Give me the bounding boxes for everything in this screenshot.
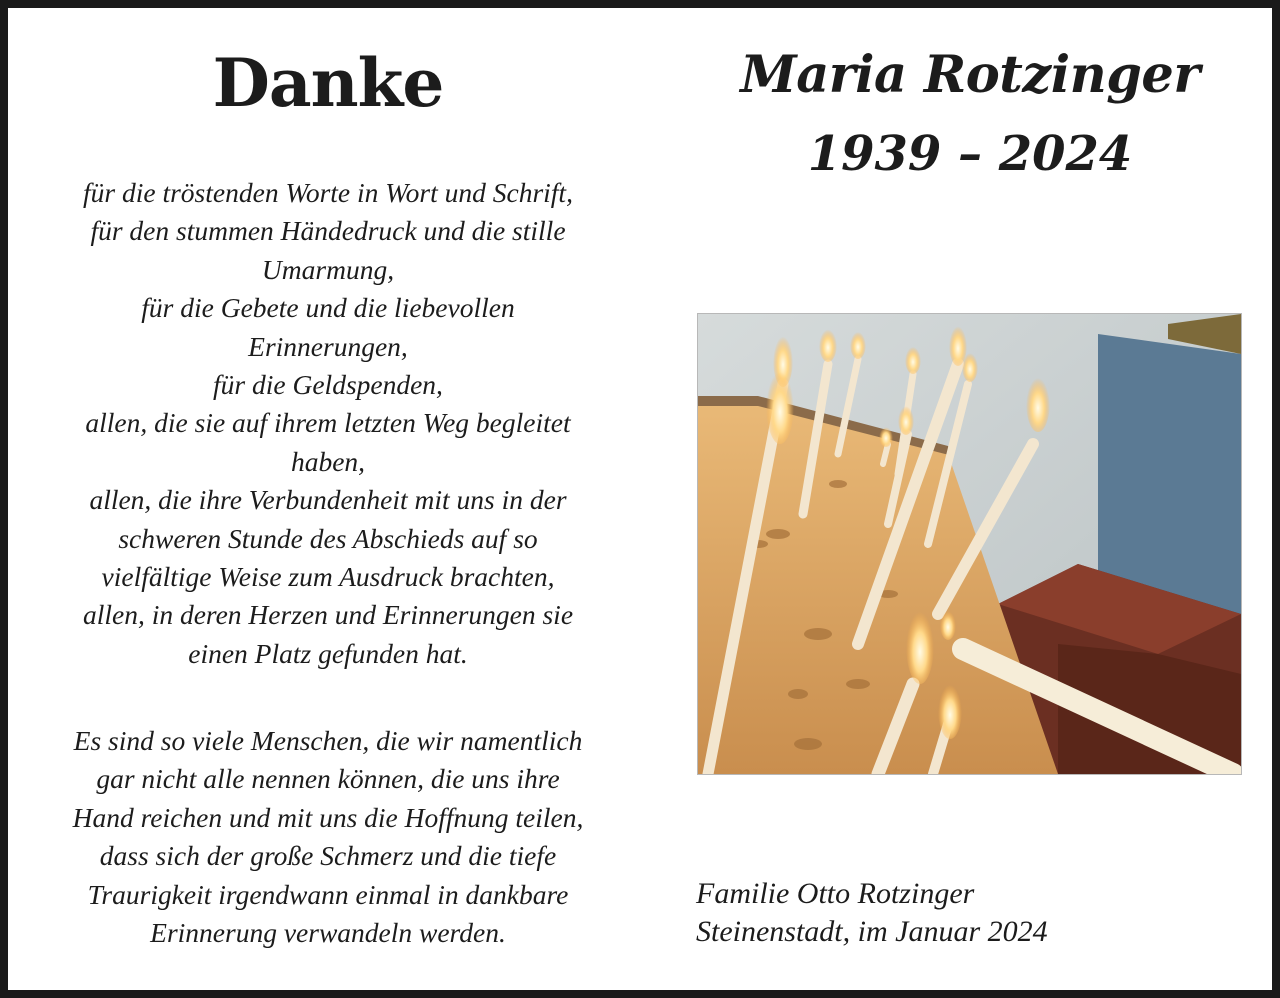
text-line: allen, in deren Herzen und Erinnerungen sie bbox=[82, 599, 574, 631]
obituary-card bbox=[8, 8, 1272, 990]
text-line: allen, die ihre Verbundenheit mit uns in der bbox=[89, 484, 567, 516]
text-line: Es sind so viele Menschen, die wir namentlich bbox=[73, 725, 583, 756]
text-line: Traurigkeit irgendwann einmal in dankbare bbox=[87, 878, 569, 910]
text-line: dass sich der große Schmerz und die tiefe bbox=[99, 840, 557, 872]
thanks-paragraph-1 bbox=[20, 174, 636, 673]
text-line: Umarmung, bbox=[261, 253, 395, 285]
text-line: einen Platz gefunden hat. bbox=[188, 637, 468, 669]
thanks-column bbox=[20, 8, 636, 990]
text-line: haben, bbox=[290, 445, 366, 477]
thanks-paragraph-2 bbox=[20, 722, 636, 952]
candles-photo bbox=[697, 313, 1242, 775]
text-line: für die Geldspenden, bbox=[213, 369, 443, 401]
text-line: gar nicht alle nennen können, die uns ihre bbox=[96, 763, 560, 795]
text-line: Hand reichen und mit uns die Hoffnung teilen, bbox=[72, 801, 584, 833]
text-line: für die tröstenden Worte in Wort und Schrift, bbox=[83, 177, 573, 208]
life-years: 1939 – 2024 bbox=[807, 126, 1133, 182]
thanks-title: Danke bbox=[212, 44, 444, 122]
text-line: allen, die sie auf ihrem letzten Weg begleitet bbox=[85, 407, 571, 439]
signature-family: Familie Otto Rotzinger bbox=[696, 877, 975, 910]
text-line: Erinnerungen, bbox=[248, 330, 408, 362]
candles-icon bbox=[698, 314, 1241, 774]
text-line: für den stummen Händedruck und die stille bbox=[90, 215, 566, 247]
signature-place-date: Steinenstadt, im Januar 2024 bbox=[696, 915, 1048, 948]
text-line: für die Gebete und die liebevollen bbox=[141, 292, 515, 324]
text-line: Erinnerung verwandeln werden. bbox=[150, 917, 506, 949]
text-line: vielfältige Weise zum Ausdruck brachten, bbox=[101, 561, 555, 593]
text-line: schweren Stunde des Abschieds auf so bbox=[118, 522, 538, 554]
deceased-name: Maria Rotzinger bbox=[740, 45, 1200, 105]
